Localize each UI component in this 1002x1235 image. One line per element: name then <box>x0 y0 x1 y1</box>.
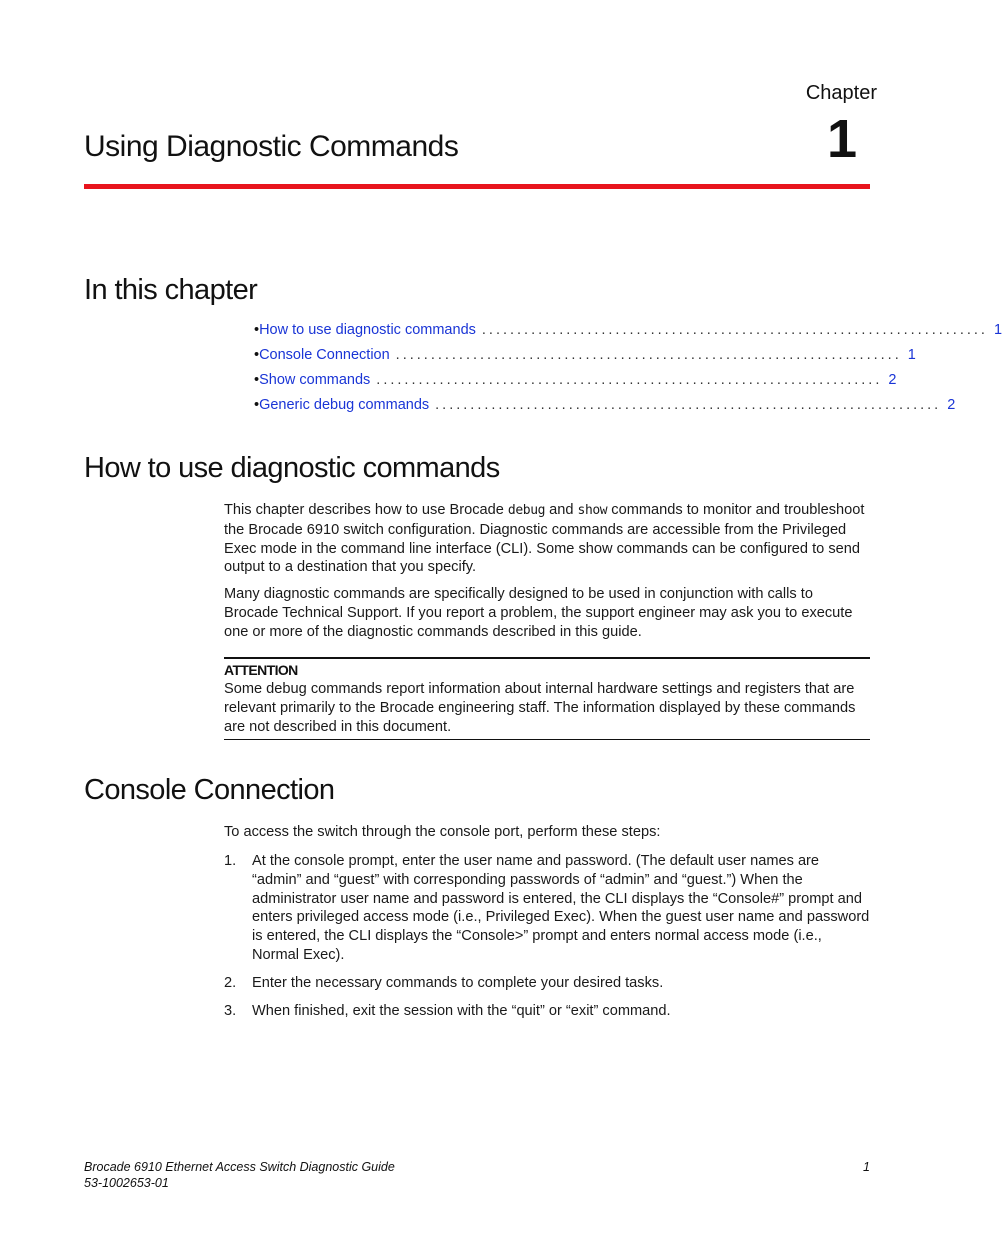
step-text: When finished, exit the session with the “quit” or “exit” command. <box>252 1002 671 1019</box>
toc-item[interactable] <box>254 347 916 372</box>
toc-item[interactable] <box>254 372 897 397</box>
footer-page-number: 1 <box>863 1160 870 1174</box>
toc-link[interactable]: Console Connection <box>259 347 390 363</box>
step-number: 2. <box>224 974 237 991</box>
attention-label: ATTENTION <box>224 662 298 678</box>
step-number: 1. <box>224 853 237 869</box>
debug-command: debug <box>507 503 546 518</box>
in-this-chapter-heading: In this chapter <box>84 274 258 306</box>
toc-page[interactable]: 2 <box>947 397 956 413</box>
how-to-paragraph-1 <box>224 501 870 577</box>
chapter-label: Chapter <box>805 82 877 104</box>
step-text: At the console prompt, enter the user name and password. (The default user names are “admin” and “guest” with corresponding passwords of “admin” and “guest.”) When the administrator user name and password is entered, the CLI displays the “Console#” prompt and enters privileged access mode (i.e., Privileged Exec). When the guest user name and password is entered, the CLI displays the “Console>” prompt and enters normal access mode (i.e., Normal Exec). <box>252 853 870 963</box>
bullet-icon: • <box>254 397 260 413</box>
console-intro: To access the switch through the console port, perform these steps: <box>224 824 661 840</box>
step-text: Enter the necessary commands to complete your desired tasks. <box>252 974 664 991</box>
how-to-heading: How to use diagnostic commands <box>84 452 500 484</box>
chapter-title: Using Diagnostic Commands <box>84 130 459 163</box>
text-span: This chapter describes how to use Brocade <box>224 502 508 518</box>
footer-doc-title: Brocade 6910 Ethernet Access Switch Diagnostic Guide <box>84 1160 395 1174</box>
toc-leader: ........................................................................ <box>481 322 988 338</box>
attention-text: Some debug commands report information about internal hardware settings and registers that are relevant primarily to the Brocade engineering staff. The information displayed by these commands are not described in this document. <box>224 681 856 735</box>
list-item <box>224 852 870 965</box>
show-command: show <box>577 503 608 518</box>
footer-doc-number: 53-1002653-01 <box>84 1176 169 1190</box>
bullet-icon: • <box>254 322 260 338</box>
list-item <box>224 974 870 993</box>
toc-link[interactable]: How to use diagnostic commands <box>259 322 476 338</box>
toc-page[interactable]: 2 <box>888 372 897 388</box>
text-span: and <box>545 502 578 518</box>
page-footer <box>84 1159 870 1191</box>
chapter-number: 1 <box>826 109 857 169</box>
console-heading: Console Connection <box>84 774 335 806</box>
toc-item[interactable] <box>254 397 956 422</box>
toc-page[interactable]: 1 <box>907 347 916 363</box>
bullet-icon: • <box>254 347 260 363</box>
toc-leader: ........................................................................ <box>435 397 942 413</box>
steps-list <box>224 852 870 1029</box>
how-to-paragraph-2: Many diagnostic commands are specifically designed to be used in conjunction with calls to Brocade Technical Support. If you report a problem, the support engineer may ask you to execute one or more of the diagnostic commands described in this guide. <box>224 586 853 640</box>
toc-leader: ........................................................................ <box>395 347 902 363</box>
list-item <box>224 1002 870 1021</box>
toc-leader: ........................................................................ <box>376 372 883 388</box>
title-rule <box>84 184 870 189</box>
text-span: commands to monitor and troubleshoot the Brocade 6910 switch configuration. Diagnostic commands are accessible from the Privileged Exec mode in the command line interface (CLI). Some show commands can be configured to send output to a destination that you specify. <box>224 502 865 576</box>
toc-item[interactable] <box>254 322 1002 347</box>
toc-list <box>254 322 1002 422</box>
attention-box <box>224 657 870 740</box>
toc-page[interactable]: 1 <box>993 322 1002 338</box>
toc-link[interactable]: Generic debug commands <box>259 397 430 413</box>
bullet-icon: • <box>254 372 260 388</box>
step-number: 3. <box>224 1002 237 1019</box>
toc-link[interactable]: Show commands <box>259 372 371 388</box>
